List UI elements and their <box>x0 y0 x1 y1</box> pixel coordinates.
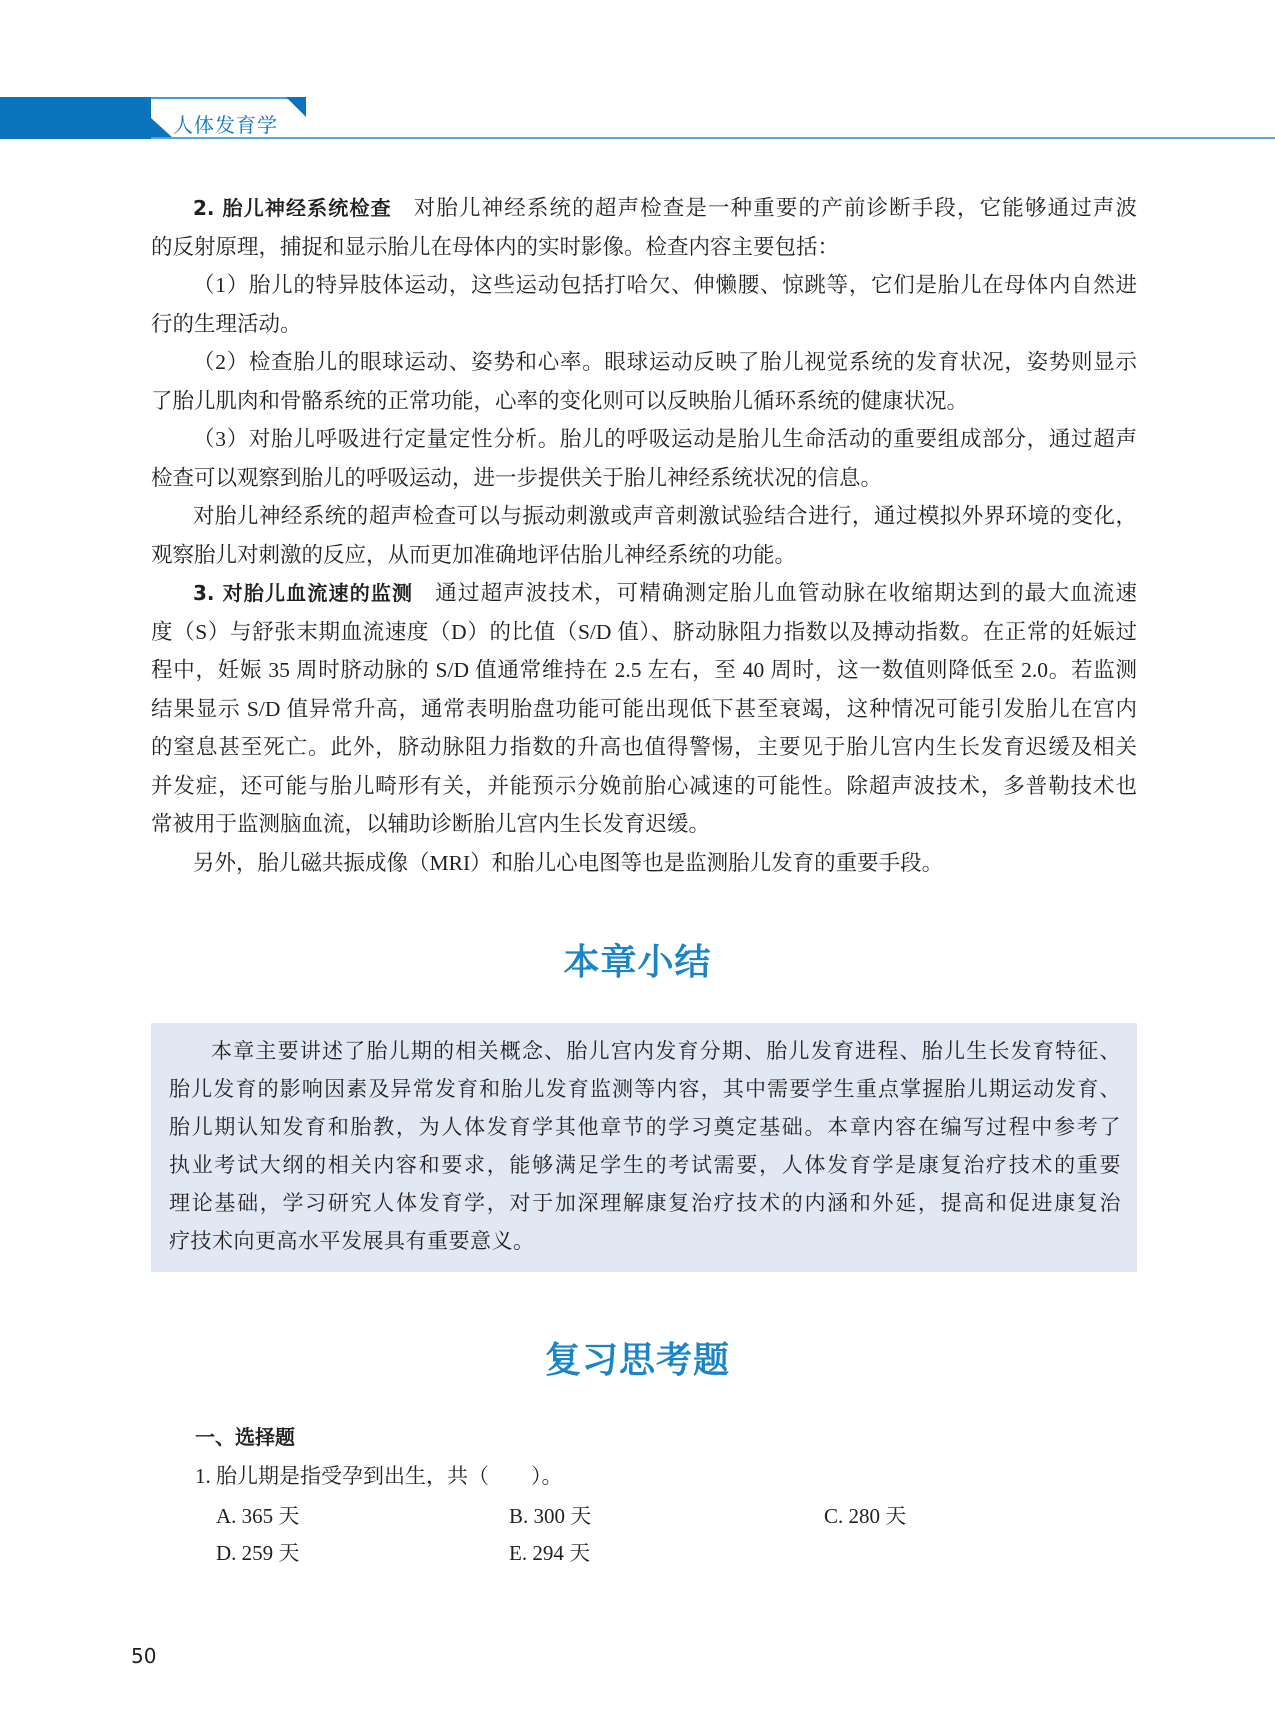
option-b: B. 300 天 <box>509 1504 592 1528</box>
line-text: 行的生理活动。 <box>151 311 302 336</box>
header-corner-decoration <box>286 97 306 117</box>
option-e: E. 294 天 <box>509 1541 591 1565</box>
question-1: 1. 胎儿期是指受孕到出生，共（ ）。 <box>195 1464 563 1488</box>
text-line <box>151 266 1137 305</box>
line-text: 并发症，还可能与胎儿畸形有关，并能预示分娩前胎心减速的可能性。除超声波技术，多普勒技术也 <box>151 773 1137 798</box>
chapter-summary-heading: 本章小结 <box>563 942 712 983</box>
text-line <box>151 536 1137 575</box>
text-line <box>151 228 1137 267</box>
text-line <box>151 497 1137 536</box>
text-line <box>151 690 1137 729</box>
text-line <box>151 844 1137 883</box>
option-a: A. 365 天 <box>216 1504 300 1528</box>
summary-line: 胎儿期认知发育和胎教，为人体发育学其他章节的学习奠定基础。本章内容在编写过程中参考了 <box>169 1115 1121 1139</box>
review-questions-heading: 复习思考题 <box>544 1340 730 1381</box>
line-text: 对胎儿神经系统的超声检查可以与振动刺激或声音刺激试验结合进行，通过模拟外界环境的变化， <box>193 504 1137 528</box>
line-text: （2）检查胎儿的眼球运动、姿势和心率。眼球运动反映了胎儿视觉系统的发育状况，姿势则显示 <box>193 350 1137 374</box>
option-d: D. 259 天 <box>216 1541 300 1565</box>
line-text: 检查可以观察到胎儿的呼吸运动，进一步提供关于胎儿神经系统状况的信息。 <box>151 465 883 490</box>
page-number: 50 <box>131 1644 157 1668</box>
line-text: 程中，妊娠 35 周时脐动脉的 S/D 值通常维持在 2.5 左右，至 40 周时，这一数值则降低至 2.0。若监测 <box>151 658 1137 682</box>
summary-line: 疗技术向更高水平发展具有重要意义。 <box>169 1229 535 1253</box>
text-line <box>151 343 1137 382</box>
line-text: 对胎儿神经系统的超声检查是一种重要的产前诊断手段，它能够通过声波 <box>413 196 1137 220</box>
line-text: （1）胎儿的特异肢体运动，这些运动包括打哈欠、伸懒腰、惊跳等，它们是胎儿在母体内自然进 <box>193 273 1137 297</box>
line-text: 了胎儿肌肉和骨骼系统的正常功能，心率的变化则可以反映胎儿循环系统的健康状况。 <box>151 388 969 413</box>
summary-box <box>151 1023 1137 1272</box>
summary-line: 理论基础，学习研究人体发育学，对于加深理解康复治疗技术的内涵和外延，提高和促进康复治 <box>169 1191 1121 1215</box>
text-line <box>151 420 1137 459</box>
header-tab <box>151 97 306 138</box>
line-text: 通过超声波技术，可精确测定胎儿血管动脉在收缩期达到的最大血流速 <box>435 581 1137 605</box>
subsection-title: 3. 对胎儿血流速的监测 <box>193 581 414 605</box>
summary-line: 本章主要讲述了胎儿期的相关概念、胎儿宫内发育分期、胎儿发育进程、胎儿生长发育特征、 <box>211 1039 1121 1063</box>
line-text: 的反射原理，捕捉和显示胎儿在母体内的实时影像。检查内容主要包括： <box>151 234 840 259</box>
text-line <box>151 382 1137 421</box>
line-text: 结果显示 S/D 值异常升高，通常表明胎盘功能可能出现低下甚至衰竭，这种情况可能引发胎儿在宫内 <box>151 696 1137 721</box>
text-line <box>151 613 1137 652</box>
line-text: 另外，胎儿磁共振成像（MRI）和胎儿心电图等也是监测胎儿发育的重要手段。 <box>193 850 944 875</box>
summary-text <box>169 1032 1121 1260</box>
book-title: 人体发育学 <box>173 113 278 137</box>
text-line <box>151 305 1137 344</box>
option-c: C. 280 天 <box>824 1504 907 1528</box>
header-rule <box>151 137 1275 139</box>
line-text: 常被用于监测脑血流，以辅助诊断胎儿宫内生长发育迟缓。 <box>151 812 711 836</box>
line-text: （3）对胎儿呼吸进行定量定性分析。胎儿的呼吸运动是胎儿生命活动的重要组成部分，通过超声 <box>193 427 1137 451</box>
text-line <box>151 574 1137 613</box>
line-text: 观察胎儿对刺激的反应，从而更加准确地评估胎儿神经系统的功能。 <box>151 542 797 567</box>
text-line <box>151 767 1137 806</box>
summary-line: 胎儿发育的影响因素及异常发育和胎儿发育监测等内容，其中需要学生重点掌握胎儿期运动发育、 <box>169 1077 1121 1101</box>
line-text: 度（S）与舒张末期血流速度（D）的比值（S/D 值）、脐动脉阻力指数以及搏动指数。在正常的妊娠过 <box>151 619 1137 644</box>
text-line <box>151 728 1137 767</box>
section-heading: 一、选择题 <box>195 1425 295 1449</box>
subsection-title: 2. 胎儿神经系统检查 <box>193 196 392 220</box>
body-text <box>151 189 1137 882</box>
text-line <box>151 459 1137 498</box>
text-line <box>151 651 1137 690</box>
summary-line: 执业考试大纲的相关内容和要求，能够满足学生的考试需要，人体发育学是康复治疗技术的重要 <box>169 1153 1121 1177</box>
text-line <box>151 805 1137 844</box>
text-line <box>151 189 1137 228</box>
header-color-block <box>0 97 151 139</box>
line-text: 的窒息甚至死亡。此外，脐动脉阻力指数的升高也值得警惕，主要见于胎儿宫内生长发育迟缓及相关 <box>151 735 1137 759</box>
header-corner-decoration <box>151 118 173 138</box>
